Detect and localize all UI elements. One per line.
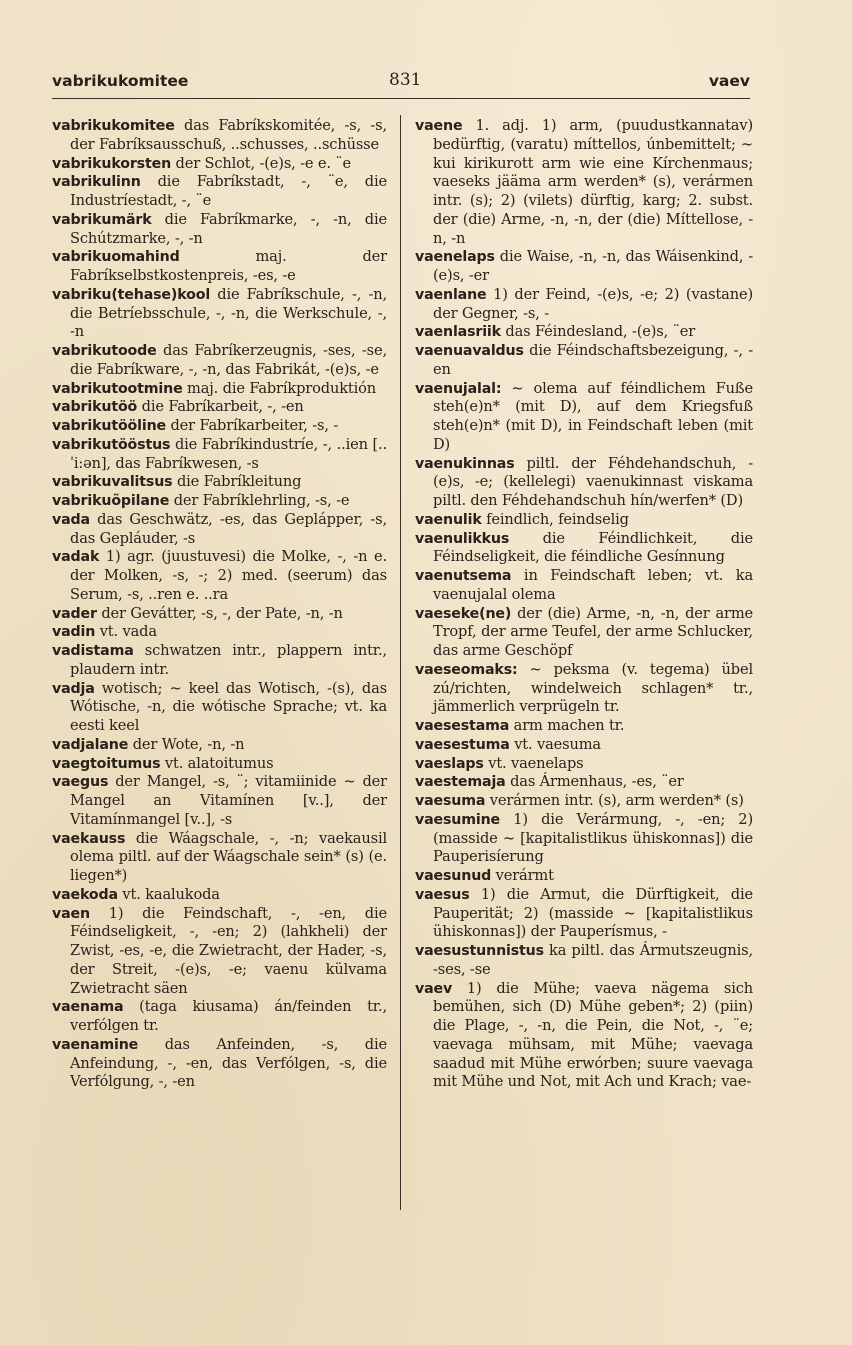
entry-headword: vadjalane: [52, 736, 129, 753]
dictionary-entry: [415, 773, 753, 792]
entry-headword: vaeseomaks:: [415, 661, 518, 678]
entry-definition: 1) die Armut, die Dürftigkeit, die Pauperität; 2) (masside ~ [kapitalistlikus ühiskonnas]) der Pauperísmus, -: [433, 885, 753, 941]
entry-headword: vabrikukorsten: [52, 155, 172, 172]
entry-definition: 1. adj. 1) arm, (puudustkannatav) bedürftig, (varatu) míttellos, únbemittelt; ~ kui kirikurott arm wie eine Kírchenmaus; vaeseks jääma arm werden* (s), verármen intr. (s); 2) (vilets) dürftig, karg; 2. subst. der (die) Arme, -n, -n, der (die) Míttellose, -n, -n: [433, 117, 753, 247]
dictionary-entry: [415, 661, 753, 717]
entry-headword: vaesuma: [415, 793, 486, 809]
entry-headword: vabrikuomahind: [52, 249, 180, 266]
dictionary-entry: [415, 867, 753, 886]
dictionary-entry: [415, 717, 753, 736]
dictionary-entry: [415, 605, 753, 661]
dictionary-entry: [52, 680, 387, 736]
dictionary-entry: [52, 998, 387, 1036]
entry-definition: 1) die Verármung, -, -en; 2) (masside ~ [kapitalistlikus ühiskonnas]) die Pauperisíerung: [433, 810, 753, 866]
entry-definition: vt. vaesuma: [509, 735, 601, 753]
dictionary-entry: [52, 623, 387, 642]
dictionary-entry: [52, 380, 387, 399]
dictionary-entry: [52, 286, 387, 342]
entry-definition: die Fabríkleitung: [172, 473, 302, 491]
header-right-guideword: vaev: [708, 72, 750, 90]
entry-headword: vaesumine: [415, 811, 501, 828]
dictionary-entry: [415, 380, 753, 455]
entry-headword: vabrikuvalitsus: [52, 474, 173, 491]
entry-headword: vada: [52, 511, 90, 528]
dictionary-entry: [52, 436, 387, 474]
entry-definition: 1) agr. (juustuvesi) die Molke, -, -n e. der Molken, -s, -; 2) med. (seerum) das Serum, -s, ..ren e. ..ra: [70, 548, 387, 603]
entry-definition: die Féindschaftsbezeigung, -, -en: [433, 342, 753, 378]
entry-headword: vaenuavaldus: [415, 343, 524, 359]
entry-definition: arm machen tr.: [509, 717, 625, 734]
entry-definition: die Waise, -n, -n, das Wáisenkind, -(e)s, -er: [433, 248, 753, 284]
entry-headword: vaesunud: [415, 868, 492, 884]
entry-definition: in Feindschaft leben; vt. ka vaenujalal olema: [433, 567, 753, 603]
dictionary-entry: [415, 755, 753, 774]
dictionary-entry: [52, 830, 387, 886]
dictionary-entry: [52, 511, 387, 549]
dictionary-entry: [52, 342, 387, 380]
entry-headword: vaene: [415, 118, 463, 134]
dictionary-entry: [415, 117, 753, 248]
entry-definition: der Wote, -n, -n: [128, 735, 245, 753]
entry-headword: vaenulik: [415, 511, 482, 528]
entry-definition: der Fabríklehrling, -s, -e: [169, 492, 350, 509]
dictionary-entry: [52, 755, 387, 774]
entry-definition: (taga kiusama) án/feinden tr., verfólgen tr.: [70, 998, 387, 1034]
entry-definition: piltl. der Féhdehandschuh, -(e)s, -e; (kellelegi) vaenukinnast viskama piltl. den Féhdehandschuh hín/werfen* (D): [433, 454, 753, 509]
entry-definition: 1) der Feind, -(e)s, -e; 2) (vastane) der Gegner, -s, -: [433, 285, 753, 322]
dictionary-entry: [415, 342, 753, 380]
dictionary-entry: [52, 1036, 387, 1092]
entry-definition: ~ olema auf féindlichem Fuße steh(e)n* (mit D), auf dem Kriegsfuß steh(e)n* (mit D), in Feindschaft leben (mit D): [433, 379, 753, 453]
entry-headword: vaegtoitumus: [52, 755, 161, 772]
entry-headword: vadin: [52, 624, 96, 641]
dictionary-entry: [52, 886, 387, 905]
entry-definition: vt. alatoitumus: [160, 754, 274, 772]
column-divider: [400, 115, 401, 1210]
entry-headword: vaeslaps: [415, 755, 484, 772]
entry-definition: die Fabríkindustríe, -, ..ien [..ˈi:ən], das Fabríkwesen, -s: [70, 435, 387, 472]
dictionary-entry: [415, 886, 753, 942]
entry-headword: vaesustunnistus: [415, 943, 544, 959]
entry-headword: vaenujalal:: [415, 380, 502, 397]
entry-definition: die Fabríkschule, -, -n, die Betríebsschule, -, -n, die Werkschule, -, -n: [70, 285, 387, 341]
entry-headword: vaev: [415, 980, 453, 997]
entry-headword: vaenulikkus: [415, 530, 510, 547]
entry-definition: wotisch; ~ keel das Wotisch, -(s), das Wótische, -n, die wótische Sprache; vt. ka eesti keel: [70, 679, 387, 734]
entry-definition: die Féindlichkeit, die Féindseligkeit, die féindliche Gesínnung: [433, 529, 753, 566]
entry-headword: vaekoda: [52, 886, 118, 903]
entry-headword: vaestemaja: [415, 774, 506, 791]
dictionary-entry: [415, 323, 753, 342]
dictionary-entry: [415, 511, 753, 530]
entry-definition: maj. der Fabríkselbstkostenpreis, -es, -e: [70, 248, 387, 284]
page-number: 831: [389, 70, 422, 90]
entry-definition: vt. kaalukoda: [117, 885, 220, 903]
entry-definition: der Mangel, -s, ¨; vitamiinide ~ der Mangel an Vitamínen [v..], der Vitamínmangel [v..], -s: [70, 773, 387, 828]
dictionary-entry: [415, 980, 753, 1093]
entry-definition: das Ármenhaus, -es, ¨er: [505, 773, 684, 791]
dictionary-entry: [52, 736, 387, 755]
entry-headword: vaekauss: [52, 830, 126, 847]
entry-definition: maj. die Fabríkproduktión: [182, 379, 376, 397]
entry-headword: vadistama: [52, 643, 134, 659]
entry-definition: das Fabríkskomitée, -s, -s, der Fabríksausschuß, ..schusses, ..schüsse: [70, 117, 387, 153]
dictionary-entry: [52, 492, 387, 511]
entry-headword: vabrikutöö: [52, 399, 138, 416]
dictionary-entry: [52, 548, 387, 604]
entry-definition: das Anfeinden, -s, die Anfeindung, -, -en, das Verfólgen, -s, die Verfólgung, -, -en: [70, 1035, 387, 1091]
entry-headword: vadja: [52, 680, 95, 697]
dictionary-entry: [52, 905, 387, 999]
entry-headword: vabrikukomitee: [52, 118, 175, 134]
dictionary-entry: [415, 248, 753, 286]
dictionary-entry: [52, 398, 387, 417]
entry-headword: vader: [52, 605, 97, 622]
dictionary-entry: [52, 417, 387, 436]
dictionary-entry: [52, 248, 387, 286]
entry-definition: die Fabríkstadt, -, ¨e, die Industríestadt, -, ¨e: [70, 173, 387, 209]
entry-definition: die Fabríkmarke, -, -n, die Schútzmarke, -, -n: [70, 210, 387, 247]
entry-headword: vaesestuma: [415, 736, 510, 753]
entry-headword: vaen: [52, 905, 90, 922]
entry-definition: die Wáagschale, -, -n; vaekausil olema piltl. auf der Wáagschale sein* (s) (e. liegen*): [70, 829, 387, 884]
page-header: [52, 68, 750, 99]
entry-definition: der (die) Arme, -n, -n, der arme Tropf, der arme Teufel, der arme Schlucker, das arme Geschöpf: [433, 604, 753, 659]
entry-headword: vabrikutööline: [52, 418, 166, 434]
entry-definition: der Fabríkarbeiter, -s, -: [166, 417, 339, 434]
entry-headword: vabrikulinn: [52, 174, 141, 191]
entry-headword: vabrikutööstus: [52, 436, 171, 453]
dictionary-entry: [415, 736, 753, 755]
dictionary-entry: [415, 811, 753, 867]
dictionary-entry: [52, 117, 387, 155]
entry-headword: vaenamine: [52, 1036, 139, 1053]
dictionary-entry: [415, 567, 753, 605]
entry-headword: vabrikutoode: [52, 343, 157, 359]
entry-headword: vaesestama: [415, 718, 510, 734]
dictionary-entry: [415, 942, 753, 980]
entry-headword: vaesus: [415, 886, 470, 903]
entry-definition: verármen intr. (s), arm werden* (s): [485, 792, 744, 809]
entry-definition: das Féindesland, -(e)s, ¨er: [500, 323, 696, 341]
right-column: [415, 117, 753, 1092]
dictionary-entry: [52, 773, 387, 829]
entry-definition: 1) die Mühe; vaeva nägema sich bemühen, sich (D) Mühe geben*; 2) (piin) die Plage, -, -n, die Pein, die Not, -, ¨e; vaevaga mühsam, mit Mühe; vaevaga saadud mit Mühe erwórben; suure vaevaga mit Mühe und Not, mit Ach und Krach; vae-: [433, 979, 753, 1091]
entry-headword: vaenlane: [415, 286, 487, 303]
entry-definition: feindlich, feindselig: [481, 510, 629, 528]
entry-headword: vabriku(tehase)kool: [52, 286, 211, 303]
dictionary-entry: [52, 155, 387, 174]
entry-definition: der Schlot, -(e)s, -e e. ¨e: [171, 154, 352, 172]
entry-definition: ka piltl. das Ármutszeugnis, -ses, -se: [433, 942, 753, 978]
entry-definition: vt. vaenelaps: [483, 754, 584, 772]
header-left-guideword: vabrikukomitee: [52, 72, 189, 90]
entry-headword: vaenama: [52, 999, 124, 1016]
entry-definition: das Fabríkerzeugnis, -ses, -se, die Fabríkware, -, -n, das Fabrikát, -(e)s, -e: [70, 342, 387, 378]
dictionary-entry: [52, 173, 387, 211]
entry-headword: vadak: [52, 549, 100, 566]
entry-definition: 1) die Feindschaft, -, -en, die Féindseligkeit, -, -en; 2) (lahkheli) der Zwist, -es, -e, die Zwietracht, der Hader, -s, der Streit, -(e)s, -e; vaenu külvama Zwietracht säen: [70, 904, 387, 997]
dictionary-entry: [415, 455, 753, 511]
dictionary-entry: [52, 642, 387, 680]
dictionary-entry: [415, 530, 753, 568]
entry-headword: vaenukinnas: [415, 455, 515, 472]
entry-headword: vabrikumärk: [52, 211, 152, 228]
dictionary-entry: [52, 605, 387, 624]
entry-definition: die Fabríkarbeit, -, -en: [137, 398, 304, 416]
dictionary-entry: [415, 792, 753, 811]
entry-headword: vaenlasriik: [415, 324, 501, 341]
left-column: [52, 117, 387, 1092]
entry-headword: vabrikutootmine: [52, 380, 183, 397]
entry-headword: vaeseke(ne): [415, 605, 512, 622]
entry-definition: ~ peksma (v. tegema) übel zú/richten, windelweich schlagen* tr., jämmerlich verprügeln tr.: [433, 660, 753, 716]
dictionary-entry: [415, 286, 753, 324]
entry-headword: vabrikuõpilane: [52, 493, 170, 509]
entry-definition: schwatzen intr., plappern intr., plaudern intr.: [70, 642, 387, 678]
entry-definition: verármt: [491, 867, 554, 884]
entry-headword: vaenutsema: [415, 568, 512, 584]
dictionary-entry: [52, 211, 387, 249]
entry-definition: vt. vada: [95, 623, 157, 641]
entry-headword: vaegus: [52, 774, 109, 791]
entry-definition: das Geschwätz, -es, das Geplápper, -s, das Gepláuder, -s: [70, 510, 387, 547]
entry-headword: vaenelaps: [415, 249, 495, 266]
entry-definition: der Gevátter, -s, -, der Pate, -n, -n: [96, 604, 343, 622]
dictionary-entry: [52, 473, 387, 492]
